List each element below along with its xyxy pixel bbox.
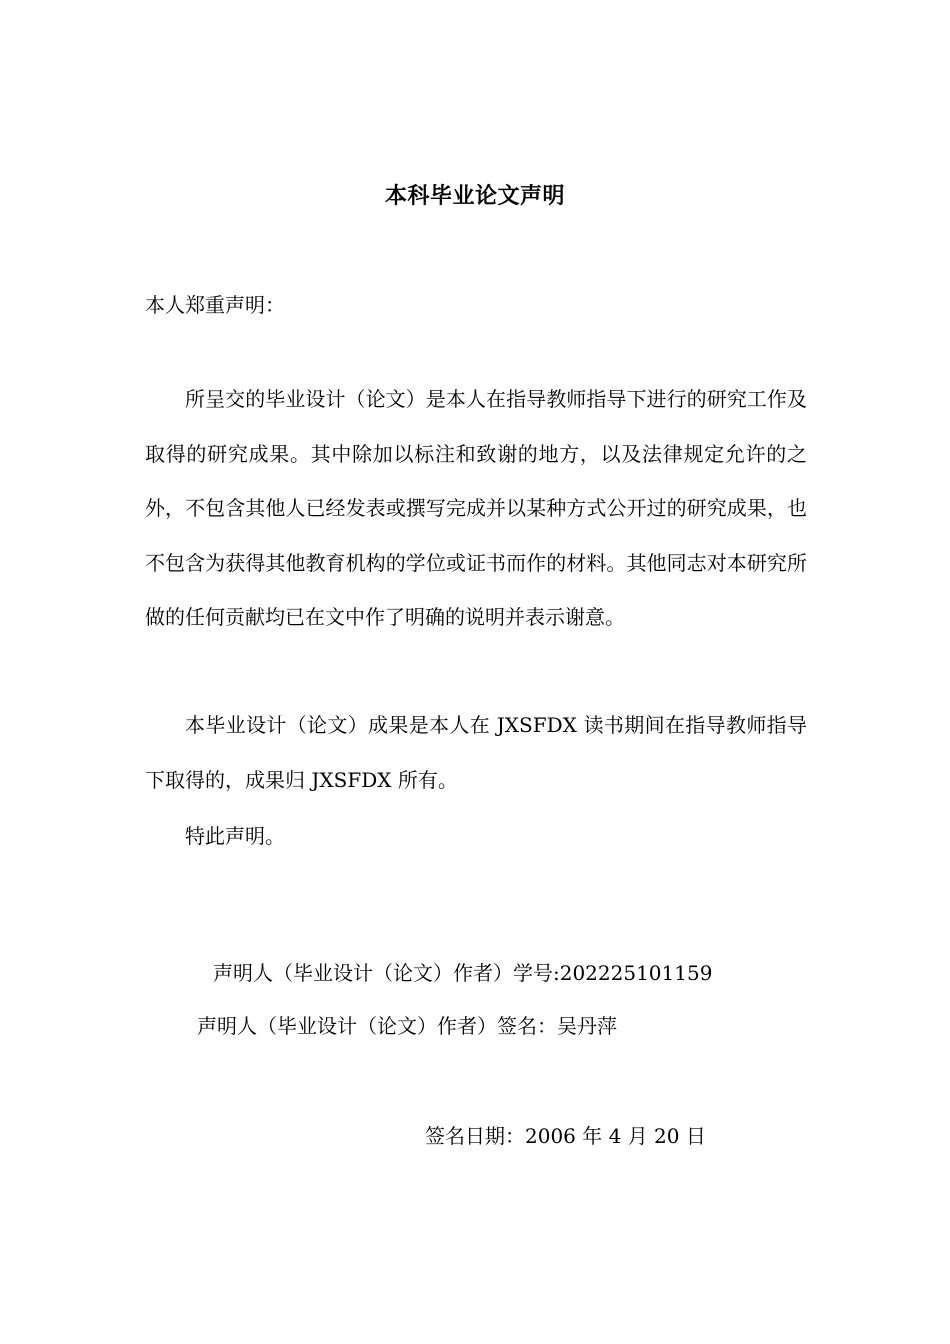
salutation: 本人郑重声明： (145, 293, 285, 317)
declaration-paragraph: 所呈交的毕业设计（论文）是本人在指导教师指导下进行的研究工作及取得的研究成果。其中除加以标注和致谢的地方，以及法律规定允许的之外，不包含其他人已经发表或撰写完成并以某种方式公开过的研究成果，也不包含为获得其他教育机构的学位或证书而作的材料。其他同志对本研究所做的任何贡献均已在文中作了明确的说明并表示谢意。 (145, 387, 807, 629)
closing-statement: 特此声明。 (185, 824, 285, 848)
student-id-line: 声明人（毕业设计（论文）作者）学号:202225101159 (213, 961, 713, 985)
signature-line: 声明人（毕业设计（论文）作者）签名：吴丹萍 (197, 1014, 617, 1038)
ownership-paragraph: 本毕业设计（论文）成果是本人在 JXSFDX 读书期间在指导教师指导下取得的，成果归 JXSFDX 所有。 (145, 713, 807, 792)
document-title: 本科毕业论文声明 (384, 184, 565, 209)
signature-date: 签名日期：2006 年 4 月 20 日 (425, 1124, 706, 1148)
